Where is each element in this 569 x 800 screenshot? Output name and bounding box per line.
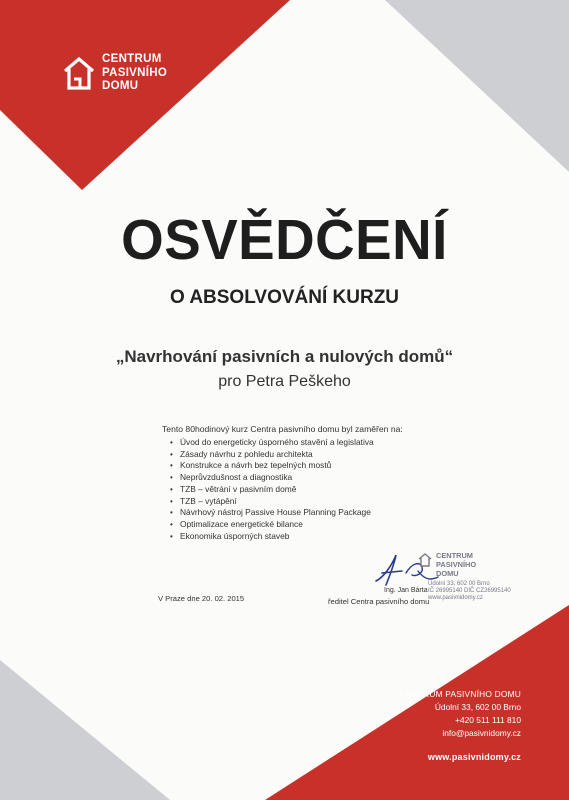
- house-icon: [418, 552, 432, 567]
- topic-list: [170, 437, 374, 542]
- footer-website: www.pasivnidomy.cz: [427, 752, 521, 762]
- place-and-date: V Praze dne 20. 02. 2015: [158, 594, 245, 603]
- signer-role: ředitel Centra pasivního domu: [328, 597, 430, 606]
- topic-item: • Ekonomika úsporných staveb: [170, 531, 374, 543]
- footer-email: info@pasivnidomy.cz: [442, 728, 521, 738]
- company-stamp: [418, 551, 548, 603]
- course-intro: Tento 80hodinový kurz Centra pasivního domu byl zaměřen na:: [162, 424, 403, 434]
- logo-line: DOMU: [102, 80, 139, 92]
- topic-item: • Optimalizace energetické bilance: [170, 519, 374, 531]
- stamp-line: CENTRUM: [436, 551, 473, 560]
- topic-item: • Zásady návrhu z pohledu architekta: [170, 449, 374, 461]
- logo-line: CENTRUM: [102, 53, 162, 65]
- topic-item: • Konstrukce a návrh bez tepelných mostů: [170, 460, 374, 472]
- topic-item: • Neprůvzdušnost a diagnostika: [170, 472, 374, 484]
- signer-name: Ing. Jan Bárta: [384, 587, 428, 594]
- footer-org: CENTRUM PASIVNÍHO DOMU: [399, 689, 521, 699]
- top-right-gray-corner: [0, 0, 569, 200]
- footer-address: Údolní 33, 602 00 Brno: [434, 702, 521, 712]
- stamp-address: Údolní 33, 602 00 Brno: [428, 581, 490, 587]
- stamp-line: PASIVNÍHO: [436, 560, 477, 569]
- house-icon: [62, 55, 96, 91]
- topic-item: • TZB – vytápění: [170, 496, 374, 508]
- topic-item: • TZB – větrání v pasivním domě: [170, 484, 374, 496]
- stamp-ids: IČ 26995140 DIČ CZ26995140: [428, 588, 511, 594]
- certificate-subtitle: O ABSOLVOVÁNÍ KURZU: [169, 287, 400, 308]
- footer-phone: +420 511 111 810: [455, 715, 521, 725]
- topic-item: • Úvod do energeticky úsporného stavění a legislativa: [170, 437, 374, 449]
- recipient-name: pro Petra Peškeho: [218, 373, 351, 390]
- logo-line: PASIVNÍHO: [102, 66, 168, 79]
- stamp-name: [436, 551, 476, 578]
- brand-logo: [62, 53, 172, 97]
- topic-item: • Návrhový nástroj Passive House Planning Package: [170, 507, 374, 519]
- stamp-line: DOMU: [436, 569, 459, 578]
- footer-contact: [400, 688, 522, 740]
- certificate-title: OSVĚDČENÍ: [121, 208, 448, 272]
- stamp-web: www.pasivnidomy.cz: [428, 595, 483, 601]
- logo-text: [102, 53, 167, 94]
- course-name: „Navrhování pasivních a nulových domů“: [115, 347, 454, 366]
